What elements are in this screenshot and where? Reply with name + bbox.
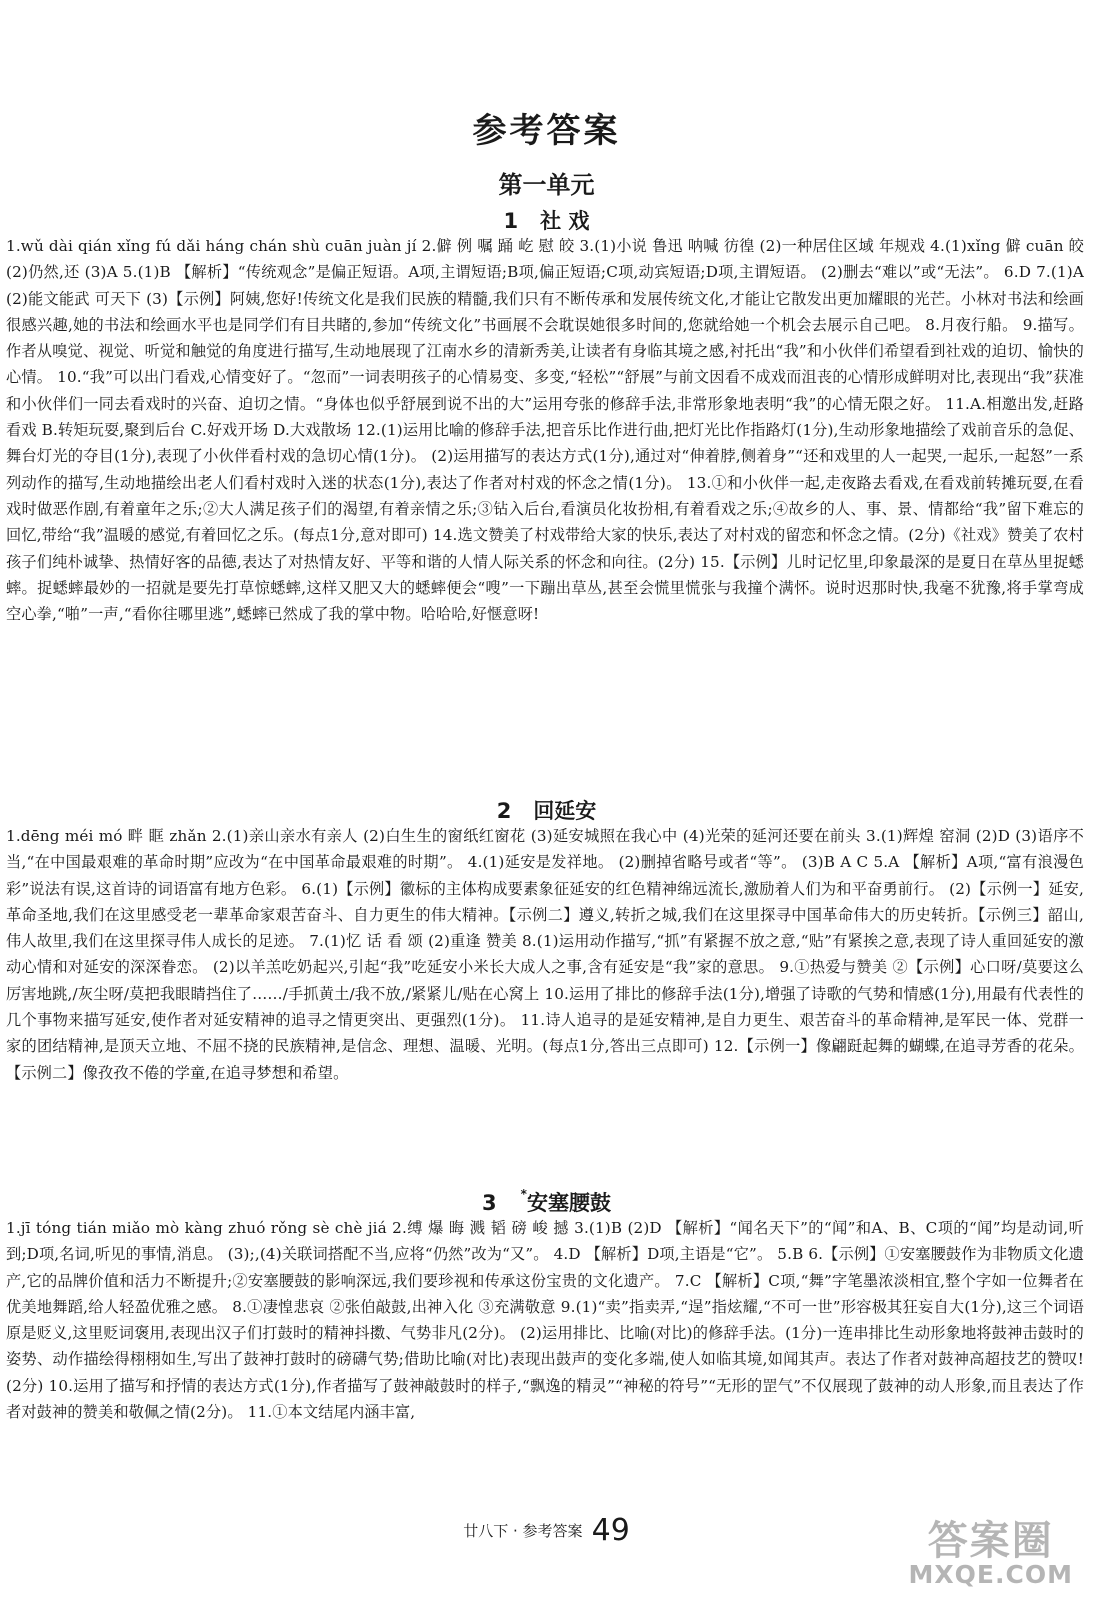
- unit-heading: 第一单元: [498, 171, 595, 199]
- lesson-number: 2: [496, 799, 512, 823]
- lesson-heading: [0, 795, 1093, 825]
- page-number: 49: [591, 1513, 630, 1548]
- footer-label: 廿八下 · 参考答案: [463, 1522, 583, 1540]
- watermark-logo: [908, 1517, 1073, 1589]
- lesson-title: 社 戏: [540, 209, 590, 233]
- lesson-answers: 1.wǔ dài qián xǐng fú dǎi háng chán shù cuān juàn jí 2.僻 例 嘱 踊 屹 慰 皎 3.(1)小说 鲁迅 呐喊 彷徨 (2)一种居住区域 年规戏 4.(1)xǐng 僻 cuān 皎 (2)仍然,还 (3)A 5.(1)B 【解析】“传统观念”是偏正短语。A项,主谓短语;B项,偏正短语;C项,动宾短语;D项,主谓短语。 (2)删去“难以”或“无法”。 6.D 7.(1)A (2)能文能武 可天下 (3)【示例】阿姨,您好!传统文化是我们民族的精髓,我们只有不断传承和发展传统文化,才能让它散发出更加耀眼的光芒。小林对书法和绘画很感兴趣,她的书法和绘画水平也是同学们有目共睹的,参加“传统文化”书画展不会耽误她很多时间的,您就给她一个机会去展示自己吧。 8.月夜行船。 9.描写。作者从嗅觉、视觉、听觉和触觉的角度进行描写,生动地展现了江南水乡的清新秀美,让读者有身临其境之感,衬托出“我”和小伙伴们希望看到社戏的迫切、愉快的心情。 10.“我”可以出门看戏,心情变好了。“忽而”一词表明孩子的心情易变、多变,“轻松”“舒展”与前文因看不成戏而沮丧的心情形成鲜明对比,表现出“我”获准和小伙伴们一同去看戏时的兴奋、迫切之情。“身体也似乎舒展到说不出的大”运用夸张的修辞手法,非常形象地表明“我”的心情无限之好。 11.A.相邀出发,赶路看戏 B.转矩玩耍,聚到后台 C.好戏开场 D.大戏散场 12.(1)运用比喻的修辞手法,把音乐比作进行曲,把灯光比作指路灯(1分),生动形象地描绘了戏前音乐的急促、舞台灯光的夺目(1分),表现了小伙伴看村戏的急切心情(1分)。 (2)运用描写的表达方式(1分),通过对“伸着脖,侧着身”“还和戏里的人一起哭,一起乐,一起怒”一系列动作的描写,生动地描绘出老人们看村戏时入迷的状态(1分),表达了作者对村戏的怀念之情(1分)。 13.①和小伙伴一起,走夜路去看戏,在看戏前转摊玩耍,在看戏时做恶作剧,有着童年之乐;②大人满足孩子们的渴望,有着亲情之乐;③钻入后台,看演员化妆扮相,有着看戏之乐;④故乡的人、事、景、情都给“我”留下难忘的回忆,带给“我”温暖的感觉,有着回忆之乐。(每点1分,意对即可) 14.选文赞美了村戏带给大家的快乐,表达了对村戏的留恋和怀念之情。(2分)《社戏》赞美了农村孩子们纯朴诚挚、热情好客的品德,表达了对热情友好、平等和谐的人情人际关系的怀念和向往。(2分) 15.【示例】儿时记忆里,印象最深的是夏日在草丛里捉蟋蟀。捉蟋蟀最妙的一招就是要先打草惊蟋蟀,这样又肥又大的蟋蟀便会“嗖”一下蹦出草丛,甚至会慌里慌张与我撞个满怀。说时迟那时快,我毫不犹豫,将手掌弯成空心拳,“啪”一声,“看你往哪里逃”,蟋蟀已然成了我的掌中物。哈哈哈,好惬意呀!: [6, 237, 1084, 624]
- lesson-title: 安塞腰鼓: [526, 1191, 611, 1215]
- lesson-answers: 1.dēng méi mó 畔 眶 zhǎn 2.(1)亲山亲水有亲人 (2)白生生的窗纸红窗花 (3)延安城照在我心中 (4)光荣的延河还要在前头 3.(1)辉煌 窑洞 (2)D (3)语序不当,“在中国最艰难的革命时期”应改为“在中国革命最艰难的时期”。 4.(1)延安是发祥地。 (2)删掉省略号或者“等”。 (3)B A C 5.A 【解析】A项,“富有浪漫色彩”说法有误,这首诗的词语富有地方色彩。 6.(1)【示例】徽标的主体构成要素象征延安的红色精神绵远流长,激励着人们为和平奋勇前行。 (2)【示例一】延安,革命圣地,我们在这里感受老一辈革命家艰苦奋斗、自力更生的伟大精神。【示例二】遵义,转折之城,我们在这里探寻中国革命伟大的历史转折。【示例三】韶山,伟人故里,我们在这里探寻伟人成长的足迹。 7.(1)忆 话 看 颂 (2)重逢 赞美 8.(1)运用动作描写,“抓”有紧握不放之意,“贴”有紧挨之意,表现了诗人重回延安的激动心情和对延安的深深眷恋。 (2)以羊羔吃奶起兴,引起“我”吃延安小米长大成人之事,含有延安是“我”家的意思。 9.①热爱与赞美 ②【示例】心口呀/莫要这么厉害地跳,/灰尘呀/莫把我眼睛挡住了……/手抓黄土/我不放,/紧紧儿/贴在心窝上 10.运用了排比的修辞手法(1分),增强了诗歌的气势和情感(1分),用最有代表性的几个事物来描写延安,使作者对延安精神的追寻之情更突出、更强烈(1分)。 11.诗人追寻的是延安精神,是自力更生、艰苦奋斗的革命精神,是军民一体、党群一家的团结精神,是顶天立地、不屈不挠的民族精神,是信念、理想、温暖、光明。(每点1分,答出三点即可) 12.【示例一】像翩跹起舞的蝴蝶,在追寻芳香的花朵。【示例二】像孜孜不倦的学童,在追寻梦想和希望。: [6, 827, 1084, 1082]
- lesson-number: 1: [503, 209, 519, 233]
- lesson-number: 3: [482, 1191, 497, 1215]
- lesson-heading: [0, 1187, 1093, 1217]
- lesson-title: 回延安: [533, 799, 597, 823]
- page-title: 参考答案: [472, 111, 621, 151]
- watermark-text: 答案圈: [927, 1517, 1054, 1564]
- lesson-answers: 1.jī tóng tián miǎo mò kàng zhuó rǒng sè chè jiá 2.缚 爆 晦 溅 韬 磅 峻 撼 3.(1)B (2)D 【解析】“闻名天下”的“闻”和A、B、C项的“闻”均是动词,听到;D项,名词,听见的事情,消息。 (3);,(4)关联词搭配不当,应将“仍然”改为“又”。 4.D 【解析】D项,主语是“它”。 5.B 6.【示例】①安塞腰鼓作为非物质文化遗产,它的品牌价值和活力不断提升;②安塞腰鼓的影响深远,我们要珍视和传承这份宝贵的文化遗产。 7.C 【解析】C项,“舞”字笔墨浓淡相宜,整个字如一位舞者在优美地舞蹈,给人轻盈优雅之感。 8.①凄惶悲哀 ②张伯敲鼓,出神入化 ③充满敬意 9.(1)“卖”指卖弄,“逞”指炫耀,“不可一世”形容极其狂妄自大(1分),这三个词语原是贬义,这里贬词褒用,表现出汉子们打鼓时的精神抖擞、气势非凡(2分)。 (2)运用排比、比喻(对比)的修辞手法。(1分)一连串排比生动形象地将鼓神击鼓时的姿势、动作描绘得栩栩如生,写出了鼓神打鼓时的磅礴气势;借助比喻(对比)表现出鼓声的变化多端,使人如临其境,如闻其声。表达了作者对鼓神高超技艺的赞叹!(2分) 10.运用了描写和抒情的表达方式(1分),作者描写了鼓神敲鼓时的样子,“飘逸的精灵”“神秘的符号”“无形的罡气”不仅展现了鼓神的动人形象,而且表达了作者对鼓神的赞美和敬佩之情(2分)。 11.①本文结尾内涵丰富,: [6, 1219, 1084, 1422]
- lesson-heading: [0, 205, 1093, 235]
- optional-lesson-mark: *: [520, 1187, 527, 1201]
- watermark-url: MXQE.COM: [908, 1559, 1073, 1589]
